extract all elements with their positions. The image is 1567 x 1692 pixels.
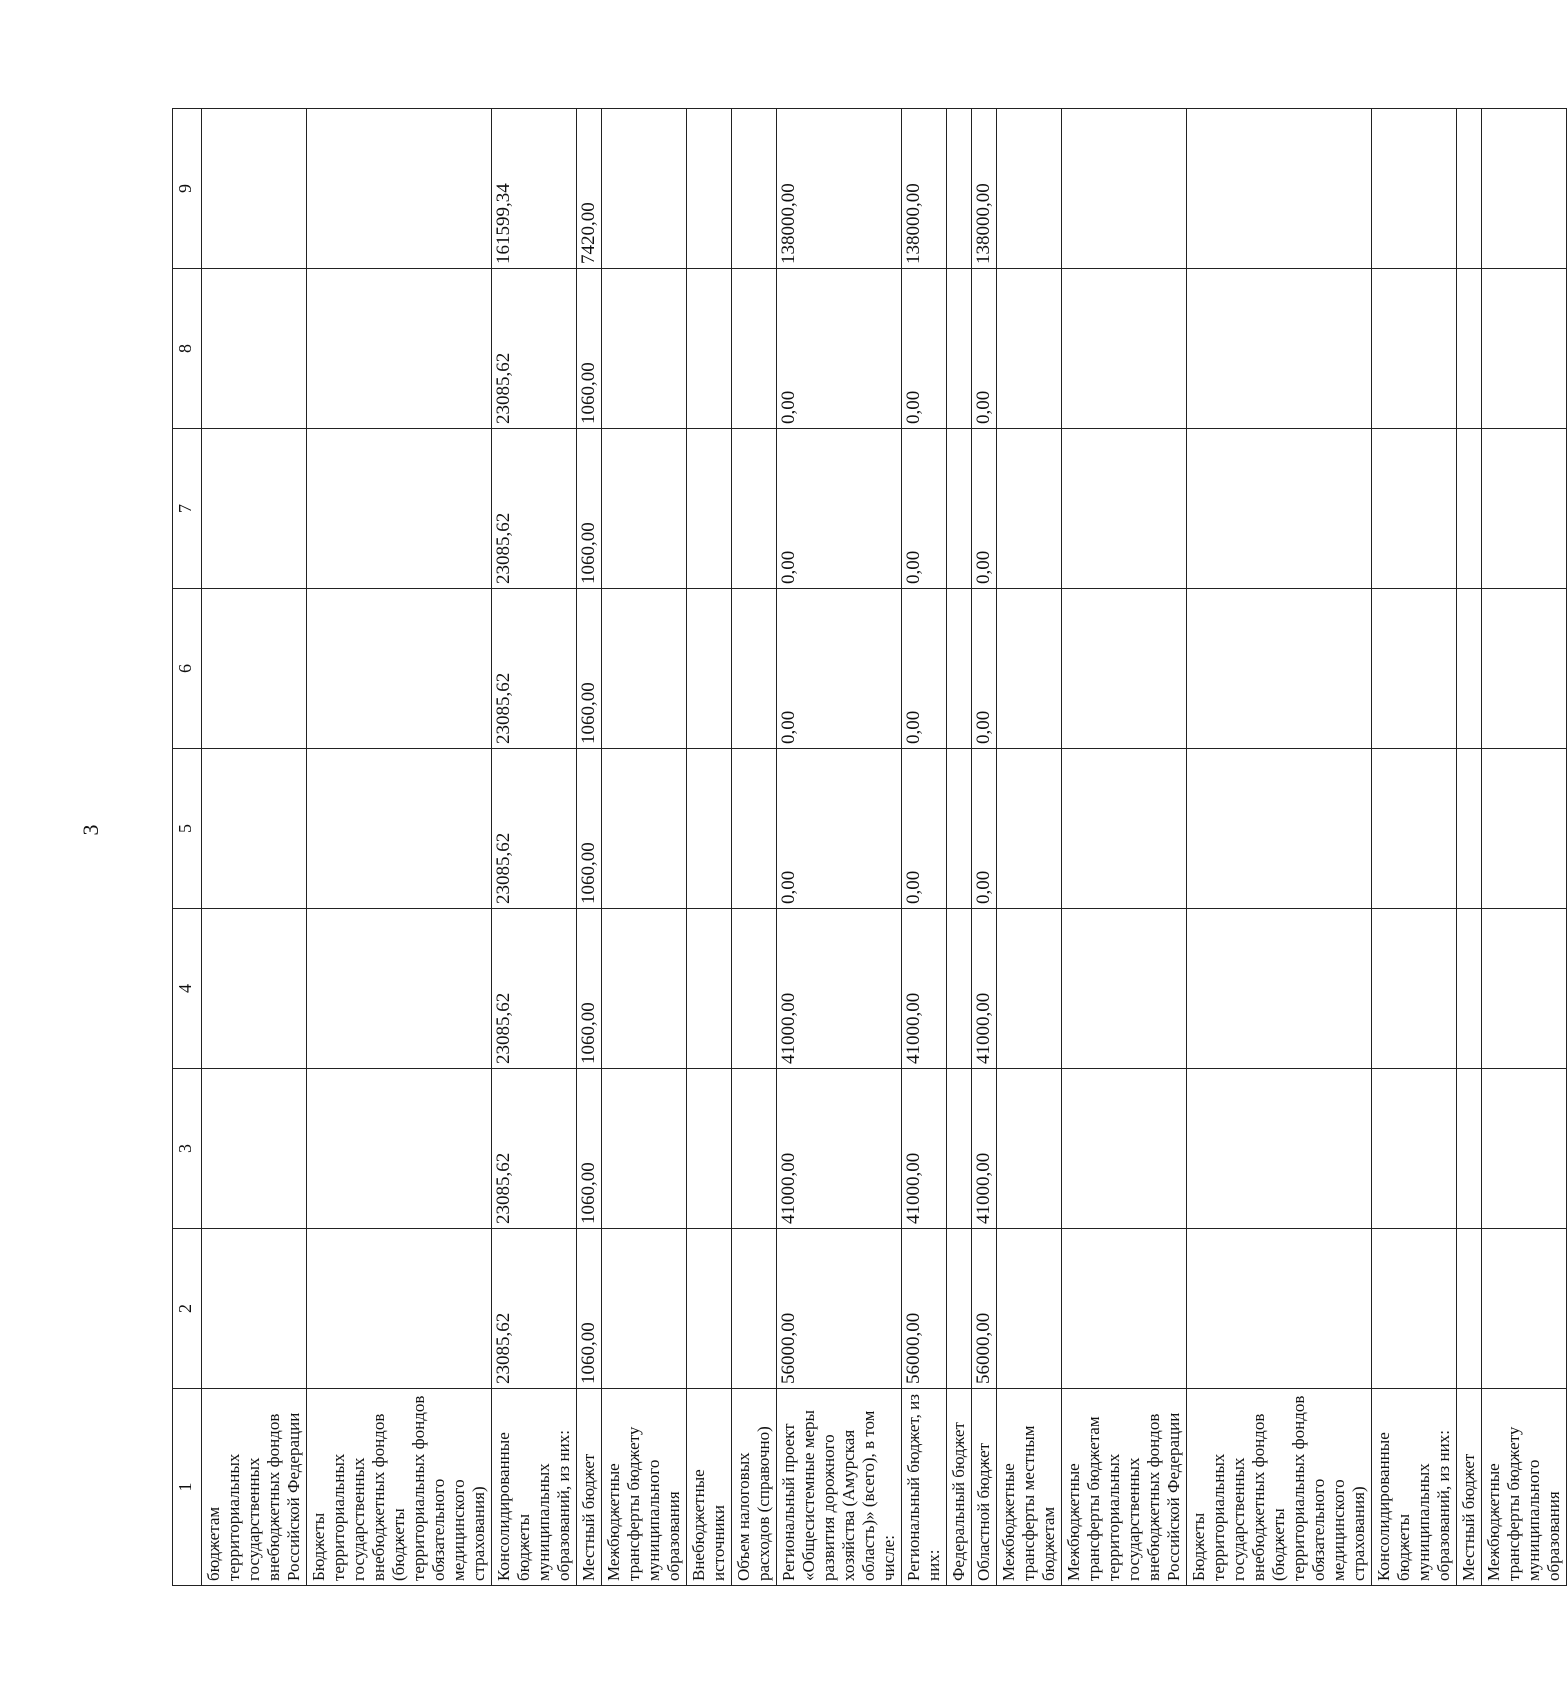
cell-value: 56000,00 bbox=[972, 1229, 997, 1389]
column-header: 2 bbox=[173, 1229, 202, 1389]
column-header: 6 bbox=[173, 589, 202, 749]
cell-value bbox=[732, 1229, 777, 1389]
cell-value: 23085,62 bbox=[492, 1069, 577, 1229]
row-label: Бюджеты территориальных государственных внебюджетных фондов (бюджеты территориальных фондов обязательного медицинского страхования) bbox=[1187, 1389, 1372, 1586]
row-label: Региональный проект «Общесистемные меры развития дорожного хозяйства (Амурская область)» (всего), в том числе: bbox=[777, 1389, 902, 1586]
cell-value bbox=[1457, 1069, 1482, 1229]
cell-value bbox=[307, 1229, 492, 1389]
cell-value: 138000,00 bbox=[902, 109, 947, 269]
row-label: Региональный бюджет, из них: bbox=[902, 1389, 947, 1586]
cell-value bbox=[1457, 749, 1482, 909]
cell-value bbox=[997, 909, 1062, 1069]
row-label: Областной бюджет bbox=[972, 1389, 997, 1586]
cell-value bbox=[1062, 109, 1187, 269]
cell-value bbox=[947, 1229, 972, 1389]
column-header: 4 bbox=[173, 909, 202, 1069]
cell-value bbox=[307, 749, 492, 909]
cell-value: 0,00 bbox=[902, 749, 947, 909]
row-label: Межбюджетные трансферты местным бюджетам bbox=[997, 1389, 1062, 1586]
table-row bbox=[602, 109, 687, 1586]
cell-value bbox=[1372, 429, 1457, 589]
cell-value: 41000,00 bbox=[972, 909, 997, 1069]
cell-value: 41000,00 bbox=[902, 1069, 947, 1229]
cell-value bbox=[1372, 589, 1457, 749]
cell-value bbox=[1062, 429, 1187, 589]
row-label: Внебюджетные источники bbox=[687, 1389, 732, 1586]
cell-value bbox=[687, 429, 732, 589]
cell-value: 1060,00 bbox=[577, 589, 602, 749]
cell-value: 161599,34 bbox=[492, 109, 577, 269]
cell-value: 23085,62 bbox=[492, 749, 577, 909]
table-row bbox=[202, 109, 307, 1586]
cell-value: 0,00 bbox=[902, 269, 947, 429]
cell-value bbox=[1482, 1069, 1567, 1229]
cell-value bbox=[947, 269, 972, 429]
cell-value bbox=[997, 109, 1062, 269]
column-header: 1 bbox=[173, 1389, 202, 1586]
cell-value bbox=[947, 909, 972, 1069]
cell-value: 0,00 bbox=[972, 749, 997, 909]
cell-value bbox=[687, 589, 732, 749]
cell-value bbox=[1482, 1229, 1567, 1389]
cell-value bbox=[202, 749, 307, 909]
cell-value: 1060,00 bbox=[577, 429, 602, 589]
cell-value bbox=[1187, 1069, 1372, 1229]
cell-value bbox=[997, 1069, 1062, 1229]
cell-value bbox=[947, 109, 972, 269]
table-row bbox=[1457, 109, 1482, 1586]
cell-value bbox=[997, 429, 1062, 589]
cell-value: 0,00 bbox=[902, 429, 947, 589]
row-label: бюджетам территориальных государственных внебюджетных фондов Российской Федерации bbox=[202, 1389, 307, 1586]
cell-value: 7420,00 bbox=[577, 109, 602, 269]
cell-value bbox=[1062, 1069, 1187, 1229]
column-header: 7 bbox=[173, 429, 202, 589]
cell-value bbox=[1187, 1229, 1372, 1389]
cell-value bbox=[1482, 109, 1567, 269]
cell-value bbox=[997, 269, 1062, 429]
cell-value: 1060,00 bbox=[577, 269, 602, 429]
cell-value bbox=[732, 589, 777, 749]
cell-value bbox=[1187, 429, 1372, 589]
cell-value bbox=[1062, 269, 1187, 429]
cell-value bbox=[1062, 1229, 1187, 1389]
cell-value: 1060,00 bbox=[577, 1069, 602, 1229]
cell-value bbox=[1062, 749, 1187, 909]
cell-value bbox=[687, 1069, 732, 1229]
row-label: Консолидированные бюджеты муниципальных образований, из них: bbox=[492, 1389, 577, 1586]
cell-value bbox=[997, 1229, 1062, 1389]
row-label: Объем налоговых расходов (справочно) bbox=[732, 1389, 777, 1586]
table-row bbox=[492, 109, 577, 1586]
cell-value bbox=[602, 909, 687, 1069]
row-label: Межбюджетные трансферты бюджетам территориальных государственных внебюджетных фондов Российской Федерации bbox=[1062, 1389, 1187, 1586]
cell-value bbox=[602, 429, 687, 589]
cell-value bbox=[1482, 909, 1567, 1069]
cell-value bbox=[687, 1229, 732, 1389]
cell-value bbox=[1372, 749, 1457, 909]
cell-value bbox=[1482, 269, 1567, 429]
cell-value bbox=[1372, 1229, 1457, 1389]
cell-value bbox=[732, 749, 777, 909]
cell-value bbox=[602, 269, 687, 429]
cell-value bbox=[602, 1069, 687, 1229]
cell-value: 1060,00 bbox=[577, 909, 602, 1069]
table-header-row bbox=[173, 109, 202, 1586]
cell-value: 0,00 bbox=[777, 749, 902, 909]
cell-value bbox=[307, 909, 492, 1069]
cell-value bbox=[1457, 429, 1482, 589]
cell-value: 41000,00 bbox=[777, 1069, 902, 1229]
cell-value bbox=[202, 909, 307, 1069]
table-row bbox=[1482, 109, 1567, 1586]
column-header: 9 bbox=[173, 109, 202, 269]
cell-value: 0,00 bbox=[777, 429, 902, 589]
cell-value bbox=[947, 429, 972, 589]
table-row bbox=[1372, 109, 1457, 1586]
page-number: 3 bbox=[78, 824, 103, 836]
cell-value: 41000,00 bbox=[902, 909, 947, 1069]
cell-value bbox=[1062, 589, 1187, 749]
cell-value bbox=[1062, 909, 1187, 1069]
cell-value bbox=[202, 1069, 307, 1229]
cell-value bbox=[307, 589, 492, 749]
cell-value bbox=[732, 109, 777, 269]
cell-value: 0,00 bbox=[902, 589, 947, 749]
cell-value bbox=[602, 749, 687, 909]
cell-value bbox=[202, 429, 307, 589]
cell-value bbox=[687, 749, 732, 909]
cell-value bbox=[1457, 1229, 1482, 1389]
cell-value: 23085,62 bbox=[492, 909, 577, 1069]
table-row bbox=[902, 109, 947, 1586]
row-label: Консолидированные бюджеты муниципальных образований, из них: bbox=[1372, 1389, 1457, 1586]
table-row bbox=[997, 109, 1062, 1586]
cell-value bbox=[947, 589, 972, 749]
cell-value bbox=[1482, 429, 1567, 589]
cell-value bbox=[1457, 269, 1482, 429]
cell-value bbox=[1482, 749, 1567, 909]
cell-value bbox=[1372, 109, 1457, 269]
cell-value bbox=[307, 1069, 492, 1229]
cell-value bbox=[1187, 909, 1372, 1069]
cell-value bbox=[947, 749, 972, 909]
cell-value: 23085,62 bbox=[492, 589, 577, 749]
table-row bbox=[732, 109, 777, 1586]
cell-value bbox=[202, 589, 307, 749]
cell-value bbox=[1457, 589, 1482, 749]
cell-value: 41000,00 bbox=[777, 909, 902, 1069]
table-row bbox=[1062, 109, 1187, 1586]
cell-value bbox=[997, 749, 1062, 909]
row-label: Местный бюджет bbox=[577, 1389, 602, 1586]
cell-value bbox=[687, 109, 732, 269]
column-header: 8 bbox=[173, 269, 202, 429]
cell-value bbox=[1457, 109, 1482, 269]
cell-value bbox=[202, 1229, 307, 1389]
cell-value: 56000,00 bbox=[777, 1229, 902, 1389]
table-row bbox=[577, 109, 602, 1586]
cell-value: 0,00 bbox=[777, 269, 902, 429]
cell-value: 41000,00 bbox=[972, 1069, 997, 1229]
budget-table bbox=[172, 108, 1567, 1586]
table-row bbox=[1187, 109, 1372, 1586]
cell-value: 0,00 bbox=[777, 589, 902, 749]
cell-value: 23085,62 bbox=[492, 429, 577, 589]
row-label: Бюджеты территориальных государственных внебюджетных фондов (бюджеты территориальных фондов обязательного медицинского страхования) bbox=[307, 1389, 492, 1586]
cell-value bbox=[732, 269, 777, 429]
cell-value bbox=[307, 109, 492, 269]
cell-value: 138000,00 bbox=[777, 109, 902, 269]
rotated-table-wrapper bbox=[172, 108, 1563, 1586]
cell-value: 138000,00 bbox=[972, 109, 997, 269]
cell-value bbox=[1372, 269, 1457, 429]
cell-value bbox=[1372, 1069, 1457, 1229]
cell-value bbox=[1187, 749, 1372, 909]
column-header: 5 bbox=[173, 749, 202, 909]
cell-value bbox=[202, 109, 307, 269]
cell-value bbox=[307, 269, 492, 429]
cell-value: 1060,00 bbox=[577, 749, 602, 909]
row-label: Федеральный бюджет bbox=[947, 1389, 972, 1586]
cell-value bbox=[1482, 589, 1567, 749]
table-row bbox=[777, 109, 902, 1586]
cell-value bbox=[1187, 269, 1372, 429]
cell-value bbox=[602, 109, 687, 269]
cell-value bbox=[307, 429, 492, 589]
cell-value bbox=[602, 1229, 687, 1389]
cell-value bbox=[687, 269, 732, 429]
row-label: Местный бюджет bbox=[1457, 1389, 1482, 1586]
cell-value: 23085,62 bbox=[492, 269, 577, 429]
cell-value bbox=[1187, 109, 1372, 269]
cell-value: 0,00 bbox=[972, 589, 997, 749]
row-label: Межбюджетные трансферты бюджету муниципального образования bbox=[602, 1389, 687, 1586]
cell-value bbox=[602, 589, 687, 749]
cell-value: 56000,00 bbox=[902, 1229, 947, 1389]
cell-value bbox=[1457, 909, 1482, 1069]
cell-value bbox=[1372, 909, 1457, 1069]
cell-value bbox=[732, 909, 777, 1069]
table-row bbox=[307, 109, 492, 1586]
cell-value: 1060,00 bbox=[577, 1229, 602, 1389]
cell-value bbox=[732, 429, 777, 589]
row-label: Межбюджетные трансферты бюджету муниципального образования bbox=[1482, 1389, 1567, 1586]
table-row bbox=[947, 109, 972, 1586]
table-row bbox=[972, 109, 997, 1586]
cell-value bbox=[997, 589, 1062, 749]
cell-value bbox=[1187, 589, 1372, 749]
cell-value bbox=[687, 909, 732, 1069]
cell-value bbox=[732, 1069, 777, 1229]
cell-value: 0,00 bbox=[972, 269, 997, 429]
column-header: 3 bbox=[173, 1069, 202, 1229]
cell-value bbox=[202, 269, 307, 429]
table-row bbox=[687, 109, 732, 1586]
cell-value: 23085,62 bbox=[492, 1229, 577, 1389]
cell-value: 0,00 bbox=[972, 429, 997, 589]
cell-value bbox=[947, 1069, 972, 1229]
